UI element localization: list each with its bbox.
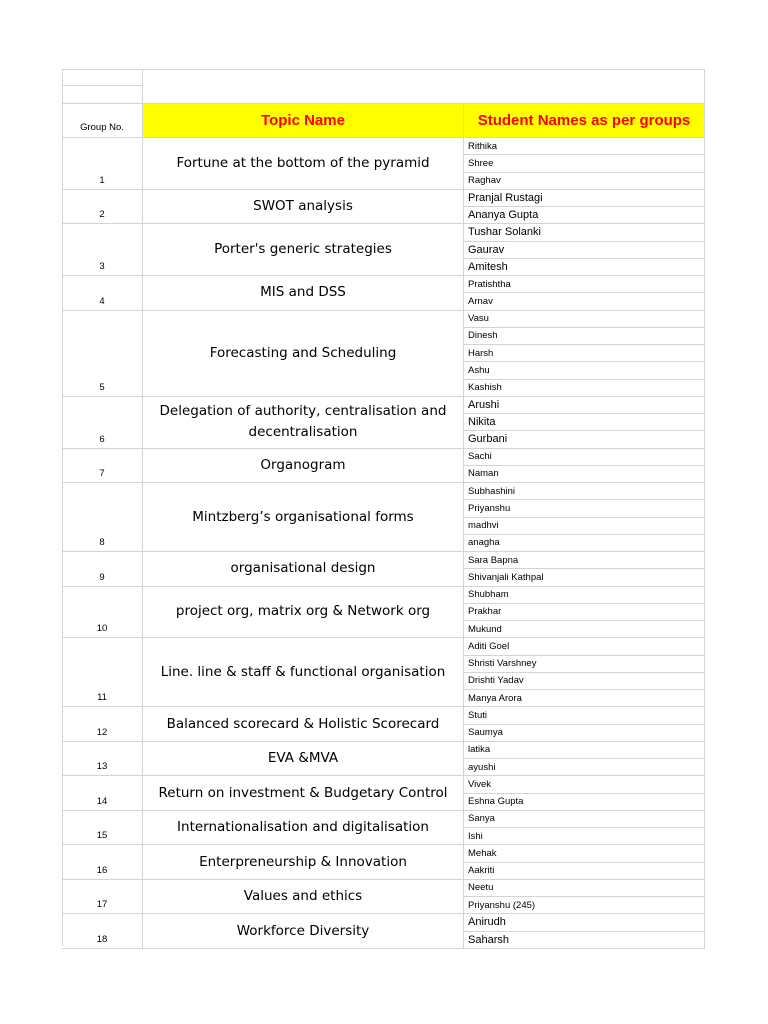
- group-number-cell[interactable]: 10: [62, 587, 143, 639]
- student-name-cell[interactable]: Amitesh: [464, 259, 705, 276]
- student-name-cell[interactable]: Aakriti: [464, 863, 705, 880]
- topic-cell[interactable]: Values and ethics: [143, 880, 464, 915]
- student-name-cell[interactable]: Ishi: [464, 828, 705, 845]
- group-number-cell[interactable]: 11: [62, 638, 143, 707]
- topic-cell[interactable]: Return on investment & Budgetary Control: [143, 776, 464, 811]
- student-name-cell[interactable]: Priyanshu (245): [464, 897, 705, 914]
- student-name-cell[interactable]: ayushi: [464, 759, 705, 776]
- group-number-cell[interactable]: 7: [62, 449, 143, 484]
- group-number-cell[interactable]: 2: [62, 190, 143, 225]
- student-name-cell[interactable]: Naman: [464, 466, 705, 483]
- group-number-cell[interactable]: 12: [62, 707, 143, 742]
- student-name-cell[interactable]: Ashu: [464, 362, 705, 379]
- topic-cell[interactable]: EVA &MVA: [143, 742, 464, 777]
- student-name-cell[interactable]: Saumya: [464, 725, 705, 742]
- student-name-cell[interactable]: Subhashini: [464, 483, 705, 500]
- topic-cell[interactable]: Line. line & staff & functional organisation: [143, 638, 464, 707]
- header-topic-name[interactable]: Topic Name: [143, 104, 464, 138]
- group-number-cell[interactable]: 18: [62, 914, 143, 949]
- student-name-cell[interactable]: Gaurav: [464, 242, 705, 259]
- student-name-cell[interactable]: Priyanshu: [464, 500, 705, 517]
- student-name-cell[interactable]: Ananya Gupta: [464, 207, 705, 224]
- student-name-cell[interactable]: Shivanjali Kathpal: [464, 569, 705, 586]
- student-name-cell[interactable]: Kashish: [464, 380, 705, 397]
- group-number-cell[interactable]: 6: [62, 397, 143, 449]
- student-name-cell[interactable]: Drishti Yadav: [464, 673, 705, 690]
- student-name-cell[interactable]: Pranjal Rustagi: [464, 190, 705, 207]
- student-name-cell[interactable]: madhvi: [464, 518, 705, 535]
- group-number-cell[interactable]: 14: [62, 776, 143, 811]
- group-number-cell[interactable]: 9: [62, 552, 143, 587]
- group-number-cell[interactable]: 17: [62, 880, 143, 915]
- group-number-cell[interactable]: 16: [62, 845, 143, 880]
- student-name-cell[interactable]: Manya Arora: [464, 690, 705, 707]
- student-name-cell[interactable]: Anirudh: [464, 914, 705, 931]
- group-number-cell[interactable]: 15: [62, 811, 143, 846]
- student-name-cell[interactable]: Nikita: [464, 414, 705, 431]
- topic-cell[interactable]: Porter's generic strategies: [143, 224, 464, 276]
- student-name-cell[interactable]: Tushar Solanki: [464, 224, 705, 241]
- student-name-cell[interactable]: Gurbani: [464, 431, 705, 448]
- topic-cell[interactable]: Internationalisation and digitalisation: [143, 811, 464, 846]
- student-name-cell[interactable]: Arnav: [464, 293, 705, 310]
- blank-merged-cell[interactable]: [143, 69, 705, 104]
- student-name-cell[interactable]: Shree: [464, 155, 705, 172]
- student-name-cell[interactable]: Mukund: [464, 621, 705, 638]
- student-name-cell[interactable]: Stuti: [464, 707, 705, 724]
- blank-cell-a1[interactable]: [62, 69, 143, 86]
- topic-cell[interactable]: project org, matrix org & Network org: [143, 587, 464, 639]
- student-name-cell[interactable]: Mehak: [464, 845, 705, 862]
- student-name-cell[interactable]: anagha: [464, 535, 705, 552]
- topic-cell[interactable]: Workforce Diversity: [143, 914, 464, 949]
- topic-cell[interactable]: Delegation of authority, centralisation and decentralisation: [143, 397, 464, 449]
- student-name-cell[interactable]: Rithika: [464, 138, 705, 155]
- header-student-names[interactable]: Student Names as per groups: [464, 104, 705, 138]
- group-number-cell[interactable]: 8: [62, 483, 143, 552]
- student-name-cell[interactable]: Dinesh: [464, 328, 705, 345]
- student-name-cell[interactable]: Vivek: [464, 776, 705, 793]
- student-name-cell[interactable]: Neetu: [464, 880, 705, 897]
- student-name-cell[interactable]: Shristi Varshney: [464, 656, 705, 673]
- topic-cell[interactable]: Forecasting and Scheduling: [143, 311, 464, 397]
- student-name-cell[interactable]: latika: [464, 742, 705, 759]
- student-name-cell[interactable]: Shubham: [464, 587, 705, 604]
- topic-cell[interactable]: MIS and DSS: [143, 276, 464, 311]
- student-name-cell[interactable]: Vasu: [464, 311, 705, 328]
- group-number-cell[interactable]: 4: [62, 276, 143, 311]
- header-group-no[interactable]: Group No.: [62, 104, 143, 138]
- student-name-cell[interactable]: Harsh: [464, 345, 705, 362]
- student-name-cell[interactable]: Aditi Goel: [464, 638, 705, 655]
- student-name-cell[interactable]: Pratishtha: [464, 276, 705, 293]
- topic-cell[interactable]: organisational design: [143, 552, 464, 587]
- group-number-cell[interactable]: 1: [62, 138, 143, 190]
- topic-cell[interactable]: SWOT analysis: [143, 190, 464, 225]
- topic-cell[interactable]: Enterpreneurship & Innovation: [143, 845, 464, 880]
- student-name-cell[interactable]: Arushi: [464, 397, 705, 414]
- student-name-cell[interactable]: Sachi: [464, 449, 705, 466]
- student-name-cell[interactable]: Raghav: [464, 173, 705, 190]
- spreadsheet: [62, 69, 705, 946]
- student-name-cell[interactable]: Saharsh: [464, 932, 705, 949]
- topic-cell[interactable]: Organogram: [143, 449, 464, 484]
- student-name-cell[interactable]: Sanya: [464, 811, 705, 828]
- student-name-cell[interactable]: Prakhar: [464, 604, 705, 621]
- topic-cell[interactable]: Mintzberg’s organisational forms: [143, 483, 464, 552]
- blank-cell-a2[interactable]: [62, 86, 143, 104]
- topic-cell[interactable]: Fortune at the bottom of the pyramid: [143, 138, 464, 190]
- group-number-cell[interactable]: 3: [62, 224, 143, 276]
- group-number-cell[interactable]: 13: [62, 742, 143, 777]
- topic-cell[interactable]: Balanced scorecard & Holistic Scorecard: [143, 707, 464, 742]
- student-name-cell[interactable]: Eshna Gupta: [464, 794, 705, 811]
- group-number-cell[interactable]: 5: [62, 311, 143, 397]
- student-name-cell[interactable]: Sara Bapna: [464, 552, 705, 569]
